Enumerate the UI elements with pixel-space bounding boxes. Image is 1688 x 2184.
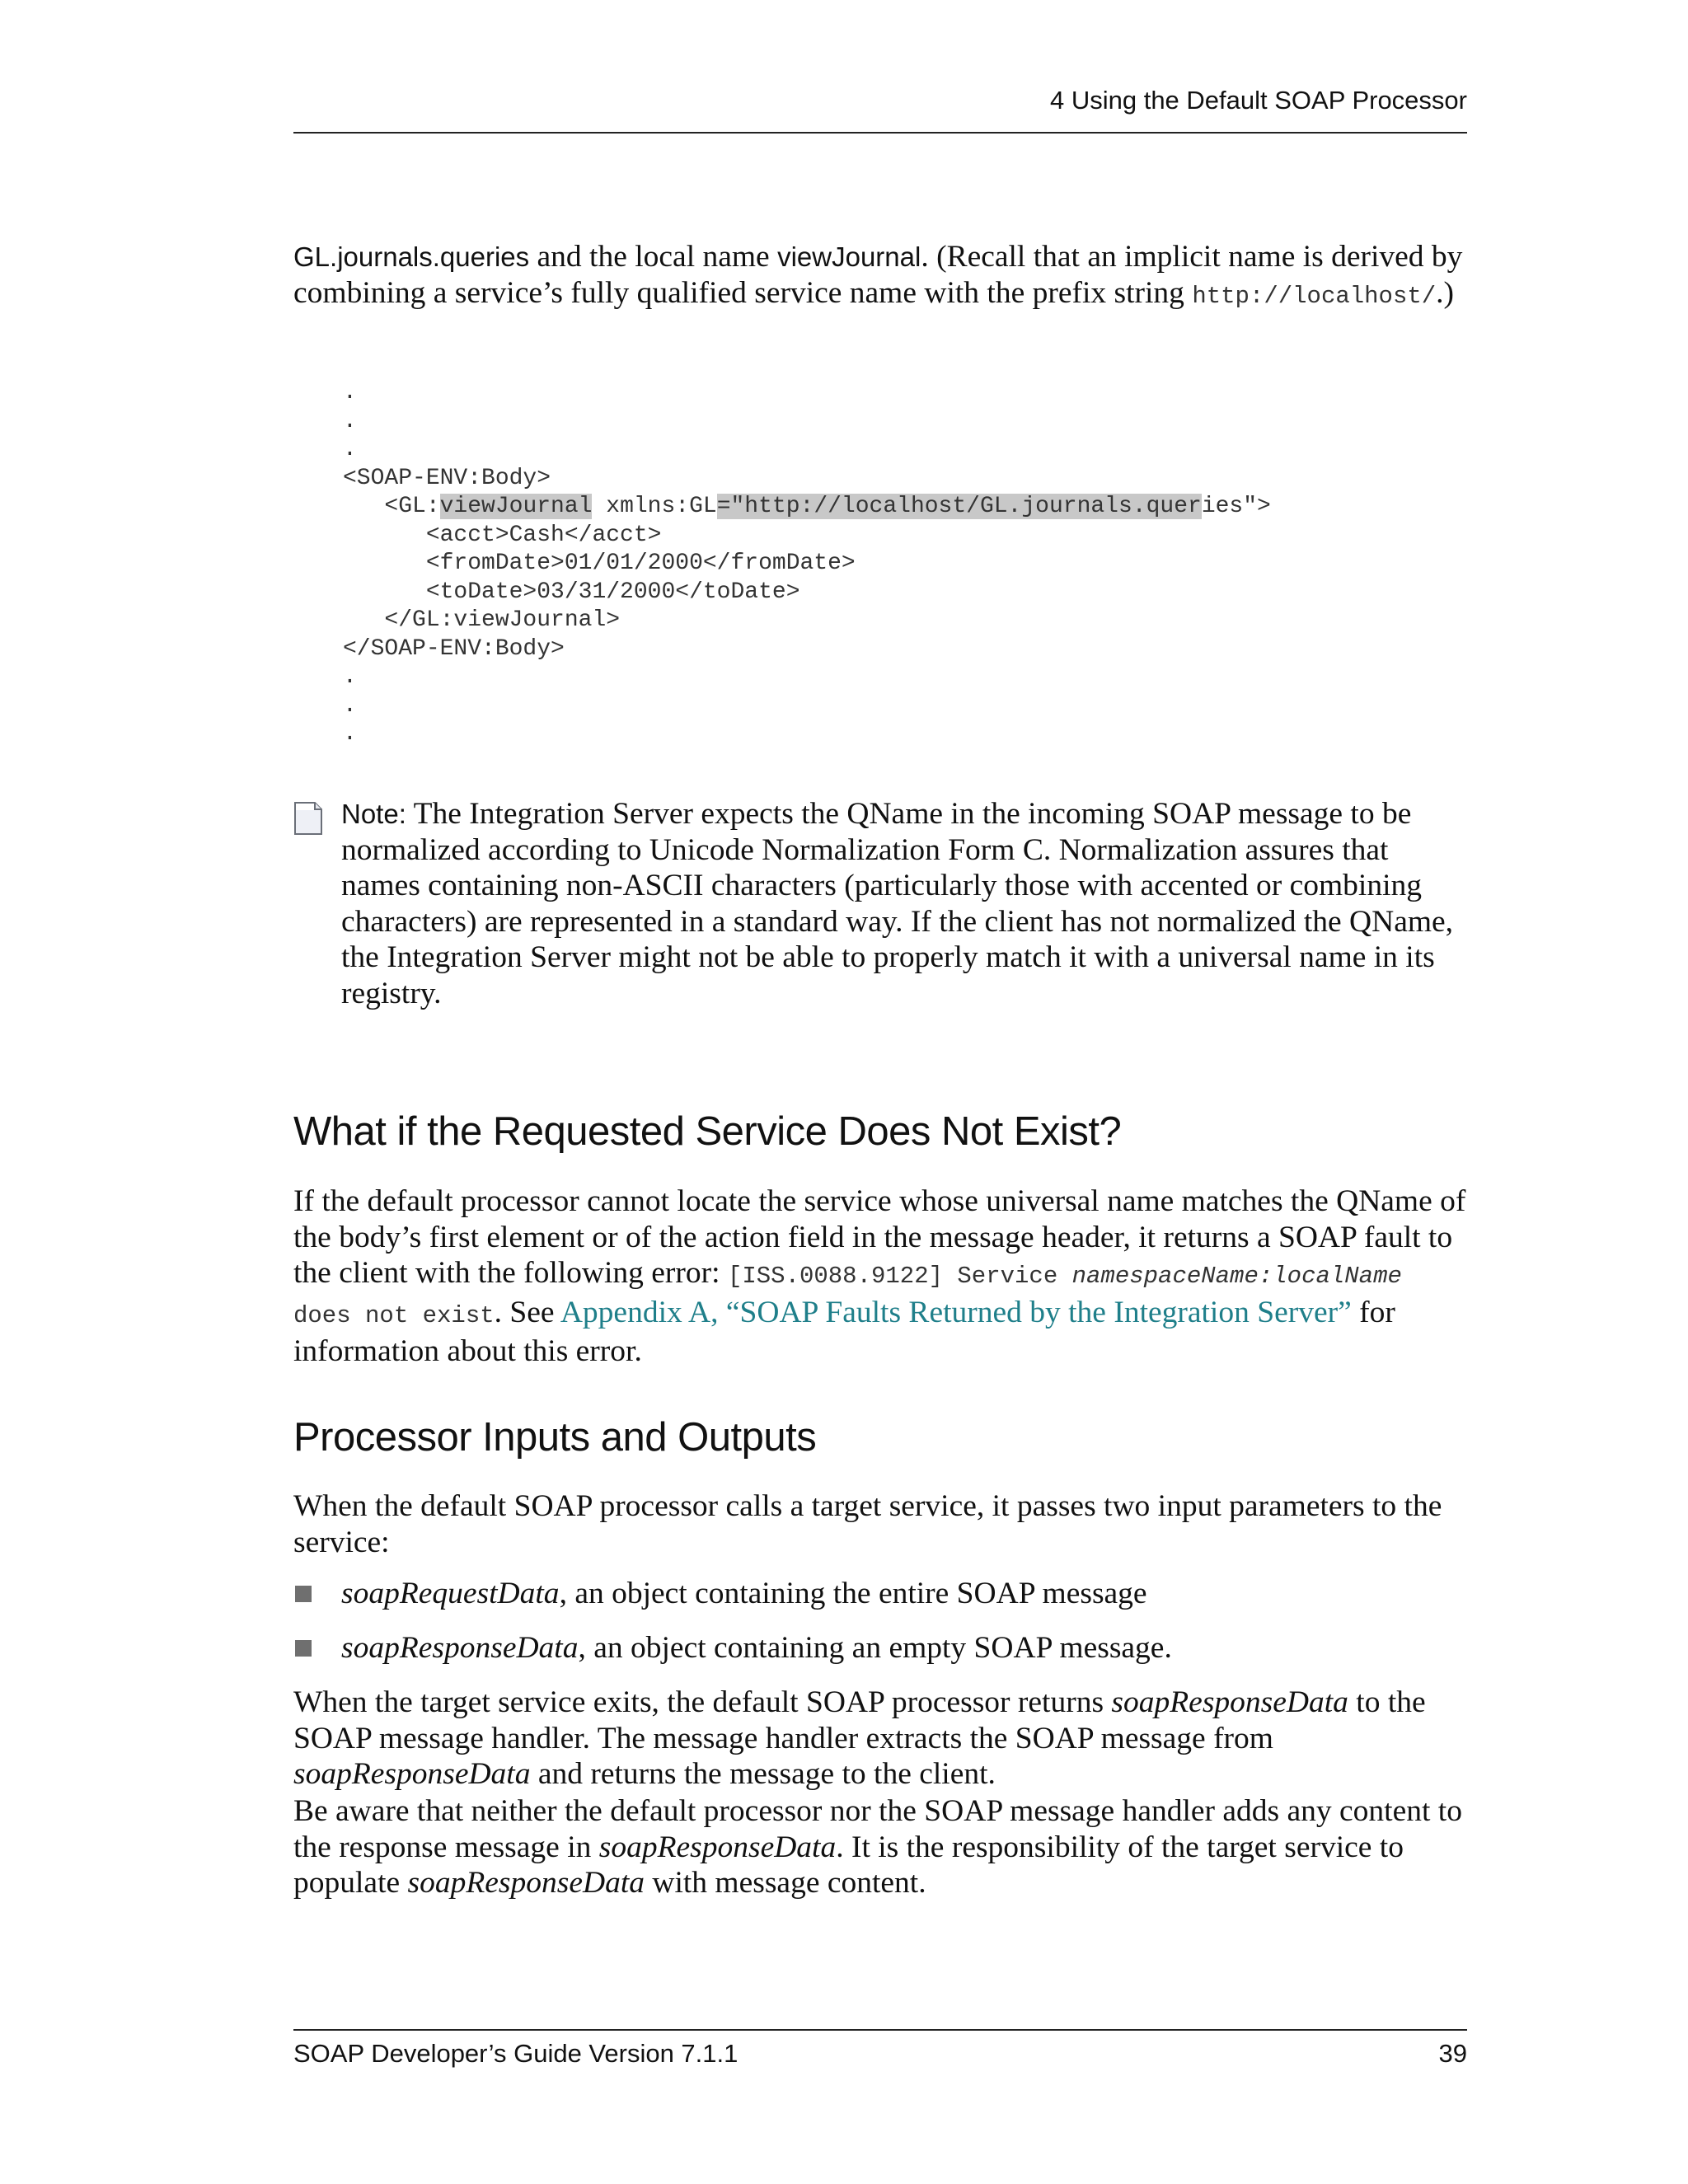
p3-text-c: with message content. (645, 1866, 926, 1900)
section2-paragraph-3 (293, 1793, 1472, 1901)
code-line: <SOAP-ENV:Body> (343, 465, 551, 491)
intro-term-namespace: GL.journals.queries (293, 241, 530, 272)
header-rule (293, 132, 1467, 134)
bullet-desc: , an object containing an empty SOAP message. (578, 1631, 1172, 1665)
p3-term-1: soapResponseData (598, 1830, 837, 1864)
section1-text-2: . See (494, 1295, 560, 1329)
p3-text-b: . It is the responsibility of the target service to populate (293, 1830, 1404, 1900)
intro-paragraph (293, 239, 1472, 314)
bullet-text (341, 1576, 1147, 1612)
error-code-tail: does not exist (293, 1301, 495, 1329)
code-segment: ies"> (1201, 494, 1271, 519)
p2-term-2: soapResponseData (293, 1757, 531, 1791)
code-line: . (343, 408, 357, 434)
intro-code-prefix: http://localhost/ (1192, 282, 1437, 310)
intro-text-2: . (Recall that an implicit name is derived by combining a service’s fully qualified service name with the prefix string (293, 240, 1463, 310)
code-line: . (343, 692, 357, 719)
code-line: <fromDate>01/01/2000</fromDate> (343, 551, 856, 576)
code-line: <acct>Cash</acct> (343, 522, 662, 548)
section1-text-3: for information about this error. (293, 1295, 1395, 1368)
error-code: [ISS.0088.9122] Service (727, 1263, 1072, 1290)
code-line: . (343, 664, 357, 690)
bullet-text (341, 1630, 1172, 1666)
section-heading-service-not-exist: What if the Requested Service Does Not Exist? (293, 1109, 1122, 1154)
p2-text-a: When the target service exits, the default SOAP processor returns (293, 1685, 1112, 1719)
bullet-term: soapRequestData (341, 1577, 560, 1610)
section1-text-1: If the default processor cannot locate the service whose universal name matches the QName of the body’s first element or of the action field in the message header, it returns a SOAP fault to the client with the following error: (293, 1184, 1466, 1290)
code-line: </SOAP-ENV:Body> (343, 635, 565, 662)
intro-term-localname: viewJournal (777, 241, 921, 272)
p3-text-a: Be aware that neither the default processor nor the SOAP message handler adds any content to the response message in (293, 1794, 1462, 1864)
p3-term-2: soapResponseData (407, 1866, 645, 1900)
code-segment: <GL: (343, 494, 440, 519)
code-highlight: ="http://localhost/GL.journals.quer (716, 494, 1202, 519)
section-heading-inputs-outputs: Processor Inputs and Outputs (293, 1415, 817, 1460)
section2-paragraph-2 (293, 1685, 1472, 1793)
code-segment: xmlns:GL (592, 494, 717, 519)
bullet-desc: , an object containing the entire SOAP message (559, 1577, 1147, 1610)
intro-text-3: .) (1436, 275, 1455, 310)
running-header: 4 Using the Default SOAP Processor (1049, 86, 1467, 115)
code-line: </GL:viewJournal> (343, 607, 621, 633)
note-block (341, 796, 1472, 1011)
p2-text-c: and returns the message to the client. (530, 1757, 996, 1791)
footer-rule (293, 2029, 1467, 2031)
code-line: . (343, 721, 357, 747)
intro-text-1: and the local name (529, 240, 778, 274)
appendix-link[interactable]: Appendix A, “SOAP Faults Returned by the Integration Server” (560, 1295, 1352, 1329)
page-number: 39 (1438, 2039, 1467, 2068)
code-line: . (343, 380, 357, 405)
note-icon (293, 801, 323, 836)
code-line: <toDate>03/31/2000</toDate> (343, 579, 800, 605)
p2-term-1: soapResponseData (1111, 1685, 1348, 1719)
code-line-highlighted (343, 493, 1271, 522)
section2-intro: When the default SOAP processor calls a target service, it passes two input parameters to the service: (293, 1489, 1442, 1559)
p2-text-b: to the SOAP message handler. The message handler extracts the SOAP message from (293, 1685, 1426, 1755)
bullet-term: soapResponseData (341, 1631, 579, 1665)
footer-title: SOAP Developer’s Guide Version 7.1.1 (293, 2039, 738, 2068)
code-highlight: viewJournal (439, 494, 593, 519)
code-block (343, 379, 1271, 749)
error-code-placeholder: namespaceName:localName (1071, 1263, 1402, 1290)
note-label: Note: (341, 799, 406, 829)
note-text: The Integration Server expects the QName in the incoming SOAP message to be normalized according to Unicode Normalization Form C. Normalization assures that names containing non-ASCII characters (particularly those with accented or combining characters) are represented in a standard way. If the client has not normalized the QName, the Integration Server might not be able to properly match it with a universal name in its registry. (341, 797, 1454, 1010)
code-line: . (343, 437, 357, 462)
section1-paragraph (293, 1183, 1472, 1370)
bullet-square-icon (295, 1586, 312, 1602)
bullet-square-icon (295, 1640, 312, 1657)
